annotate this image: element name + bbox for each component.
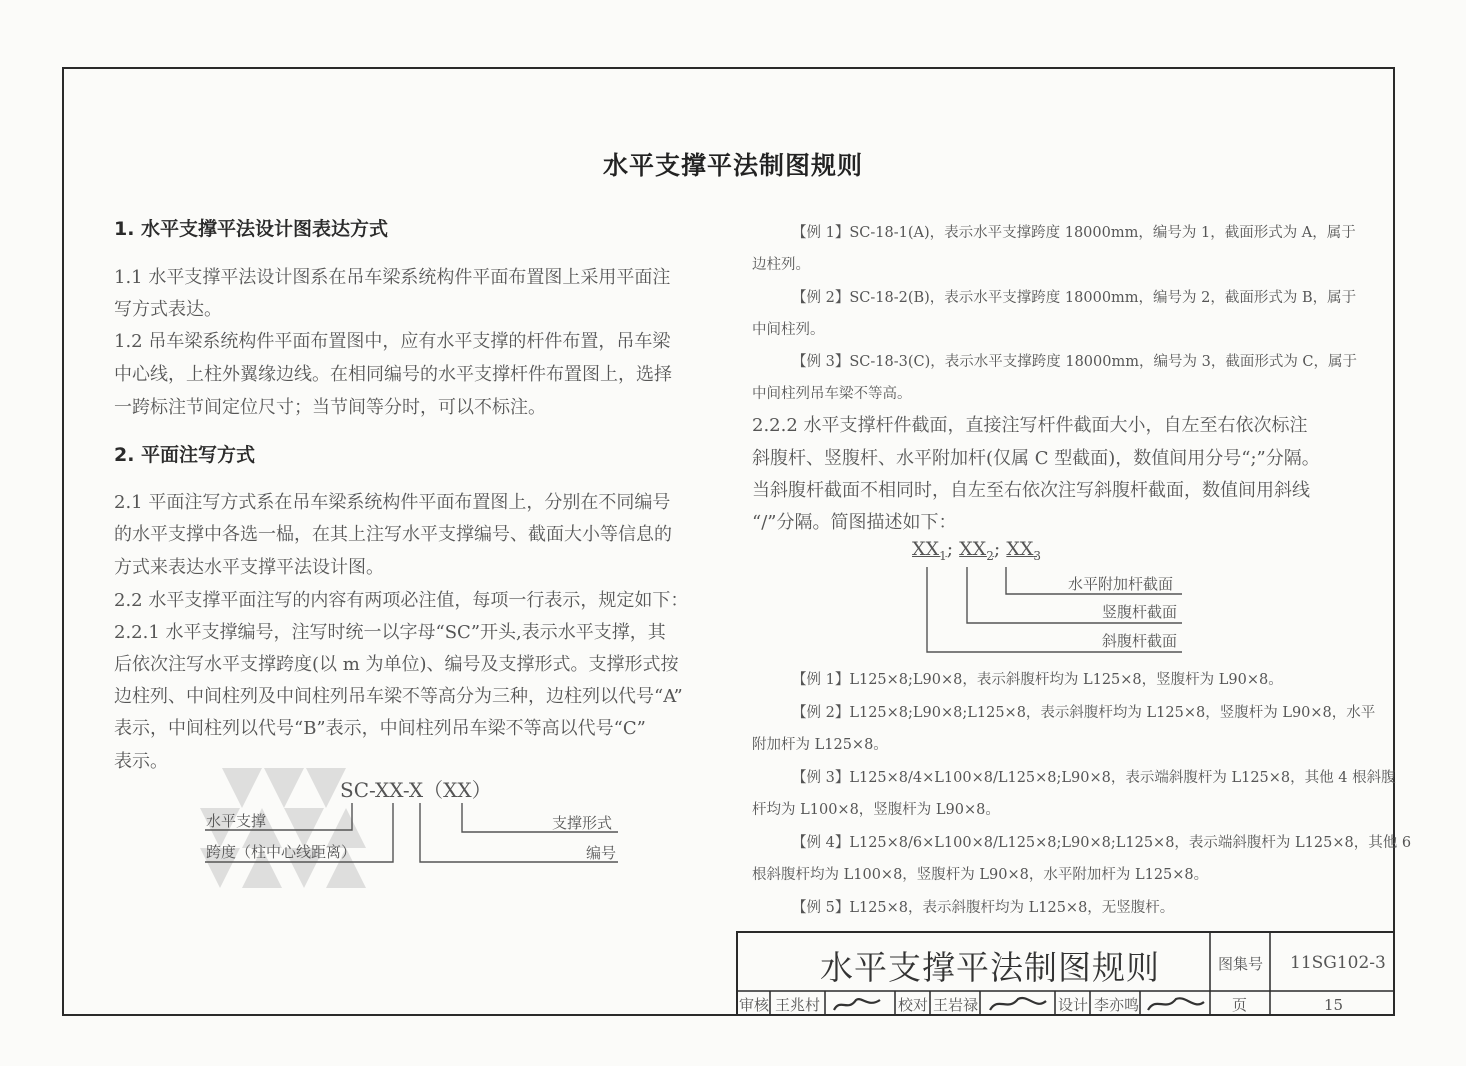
example-line: 【例 2】L125×8;L90×8;L125×8，表示斜腹杆均为 L125×8，竖腹杆为 L90×8，水平 bbox=[792, 705, 1376, 721]
s2-line: 表示。 bbox=[114, 751, 168, 772]
xx-diagonal: $XX_1$ bbox=[912, 538, 947, 563]
example-line: 【例 3】SC-18-3(C)，表示水平支撑跨度 18000mm，编号为 3，截面形式为 C，属于 bbox=[792, 354, 1358, 370]
example-line: 【例 1】SC-18-1(A)，表示水平支撑跨度 18000mm，编号为 1，截面形式为 A，属于 bbox=[792, 225, 1356, 241]
section-code-format: $XX_1$; $XX_2$; $XX_3$ bbox=[912, 538, 1042, 563]
s222-line: “/”分隔。简图描述如下： bbox=[752, 512, 957, 533]
example-line: 【例 5】L125×8，表示斜腹杆均为 L125×8，无竖腹杆。 bbox=[792, 900, 1175, 916]
s2-line: 2.1 平面注写方式系在吊车梁系统构件平面布置图上，分别在不同编号 bbox=[114, 492, 671, 513]
example-line: 【例 4】L125×8/6×L100×8/L125×8;L90×8;L125×8，表示端斜腹杆为 L125×8，其他 6 bbox=[792, 835, 1412, 851]
xx-vertical: $XX_2$ bbox=[959, 538, 994, 563]
s1-line: 写方式表达。 bbox=[114, 299, 222, 320]
s2-line: 边柱列、中间柱列及中间柱列吊车梁不等高分为三种，边柱列以代号“A” bbox=[114, 686, 683, 707]
check-label: 校对 bbox=[898, 996, 929, 1014]
s222-line: 2.2.2 水平支撑杆件截面，直接注写杆件截面大小，自左至右依次标注 bbox=[752, 415, 1308, 436]
example-line: 附加杆为 L125×8。 bbox=[752, 737, 888, 753]
atlas-number: 11SG102-3 bbox=[1290, 953, 1386, 973]
design-label: 设计 bbox=[1058, 996, 1089, 1014]
label-diagonal: 斜腹杆截面 bbox=[1102, 632, 1178, 650]
label-form: 支撑形式 bbox=[552, 814, 613, 832]
s2-line: 方式来表达水平支撑平法设计图。 bbox=[114, 557, 384, 578]
s1-line: 一跨标注节间定位尺寸；当节间等分时，可以不标注。 bbox=[114, 397, 546, 418]
page-number: 15 bbox=[1324, 996, 1344, 1014]
page-title: 水平支撑平法制图规则 bbox=[602, 151, 863, 180]
example-line: 中间柱列吊车梁不等高。 bbox=[752, 386, 912, 402]
s222-line: 当斜腹杆截面不相同时，自左至右依次注写斜腹杆截面，数值间用斜线 bbox=[752, 480, 1310, 501]
s2-line: 2.2 水平支撑平面注写的内容有两项必注值，每项一行表示，规定如下： bbox=[114, 590, 689, 611]
review-label: 审核 bbox=[739, 996, 770, 1014]
label-vertical: 竖腹杆截面 bbox=[1102, 603, 1178, 621]
s1-line: 中心线，上柱外翼缘边线。在相同编号的水平支撑杆件布置图上，选择 bbox=[114, 364, 672, 385]
label-number: 编号 bbox=[586, 844, 617, 862]
sc-code-format: SC-XX-X（XX） bbox=[340, 778, 492, 802]
s1-line: 1.2 吊车梁系统构件平面布置图中，应有水平支撑的杆件布置，吊车梁 bbox=[114, 331, 671, 352]
section1-heading: 1. 水平支撑平法设计图表达方式 bbox=[114, 218, 389, 240]
designer-name: 李亦鸣 bbox=[1094, 996, 1140, 1014]
checker-name: 王岩禄 bbox=[933, 996, 979, 1014]
example-line: 【例 3】L125×8/4×L100×8/L125×8;L90×8，表示端斜腹杆为 L125×8，其他 4 根斜腹 bbox=[792, 770, 1396, 786]
s2-line: 后依次注写水平支撑跨度(以 m 为单位)、编号及支撑形式。支撑形式按 bbox=[114, 654, 679, 675]
s222-line: 斜腹杆、竖腹杆、水平附加杆(仅属 C 型截面)，数值间用分号“;”分隔。 bbox=[752, 448, 1320, 469]
example-line: 【例 2】SC-18-2(B)，表示水平支撑跨度 18000mm，编号为 2，截面形式为 B，属于 bbox=[792, 290, 1357, 306]
section2-heading: 2. 平面注写方式 bbox=[114, 444, 256, 466]
label-span-name: 水平支撑 bbox=[206, 812, 267, 830]
xx-horizontal: $XX_3$ bbox=[1006, 538, 1042, 563]
example-line: 杆均为 L100×8，竖腹杆为 L90×8。 bbox=[752, 802, 1000, 818]
reviewer-name: 王兆村 bbox=[775, 996, 821, 1014]
s2-line: 表示，中间柱列以代号“B”表示，中间柱列吊车梁不等高以代号“C” bbox=[114, 718, 646, 739]
title-block-title: 水平支撑平法制图规则 bbox=[820, 948, 1160, 987]
example-line: 根斜腹杆均为 L100×8，竖腹杆为 L90×8，水平附加杆为 L125×8。 bbox=[752, 867, 1209, 883]
example-line: 边柱列。 bbox=[752, 257, 810, 273]
atlas-label: 图集号 bbox=[1218, 955, 1264, 973]
label-span: 跨度（柱中心线距离） bbox=[206, 843, 357, 861]
example-line: 中间柱列。 bbox=[752, 322, 825, 338]
page-label: 页 bbox=[1232, 996, 1248, 1014]
example-line: 【例 1】L125×8;L90×8，表示斜腹杆均为 L125×8，竖腹杆为 L90×8。 bbox=[792, 672, 1283, 688]
label-horizontal: 水平附加杆截面 bbox=[1068, 575, 1174, 593]
s1-line: 1.1 水平支撑平法设计图系在吊车梁系统构件平面布置图上采用平面注 bbox=[114, 267, 671, 288]
s2-line: 的水平支撑中各选一榀，在其上注写水平支撑编号、截面大小等信息的 bbox=[114, 524, 672, 545]
s2-line: 2.2.1 水平支撑编号，注写时统一以字母“SC”开头,表示水平支撑，其 bbox=[114, 622, 666, 643]
